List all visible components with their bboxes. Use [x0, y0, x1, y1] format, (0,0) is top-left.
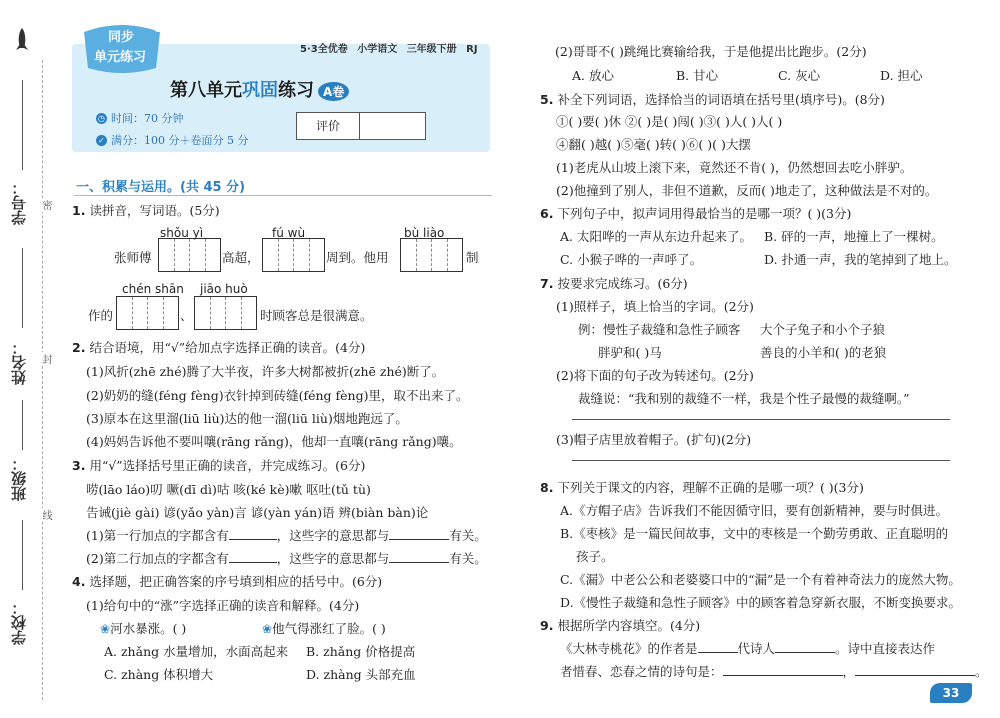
answer-blank[interactable]	[855, 675, 975, 676]
fill-line	[86, 549, 487, 567]
answer-blank[interactable]	[698, 652, 738, 653]
text-fragment: 。诗中直接表达作	[835, 641, 936, 656]
option: C. 小猴子哗的一声呼了。	[560, 252, 703, 267]
question-text: 根据所学内容填空。(4分)	[557, 618, 701, 633]
score-text: 满分：100 分＋卷面分 5 分	[111, 134, 249, 147]
text-fragment: 有关。	[449, 528, 487, 543]
field-line	[22, 248, 23, 328]
option: B. 甘心	[676, 68, 719, 83]
version-badge: A卷	[318, 82, 349, 101]
fill-line	[560, 639, 935, 657]
time-info	[96, 110, 184, 126]
edition: RJ	[466, 44, 478, 55]
question-number: 4.	[72, 574, 86, 589]
seal-mark: 密	[40, 200, 51, 210]
option: C.《漏》中老公公和老婆婆口中的“漏”是一个有着神奇法力的庞然大物。	[560, 572, 961, 587]
fill-item: 善良的小羊和( )的老狼	[760, 345, 887, 360]
rocket-icon	[14, 28, 30, 54]
question-number: 1.	[72, 203, 86, 218]
question-text: 用“√”选择括号里正确的读音，并完成练习。(6分)	[89, 458, 366, 473]
answer-blank[interactable]	[389, 562, 449, 563]
question-6	[540, 204, 851, 222]
section-heading: 一、积累与运用。(共 45 分)	[76, 180, 246, 195]
title-highlight: 巩固	[242, 80, 278, 101]
text-fragment: 作的	[88, 308, 114, 323]
list-item: (1)老虎从山坡上滚下来，竟然还不肯( )，仍然想回去吃小胖驴。	[556, 160, 913, 175]
question-text: 选择题，把正确答案的序号填到相应的括号中。(6分)	[89, 574, 383, 589]
flower-icon: ❀	[100, 622, 111, 636]
time-text: 时间：70 分钟	[111, 112, 184, 125]
section-divider	[74, 195, 492, 196]
school-label: 学校：	[10, 600, 28, 645]
writing-grid[interactable]	[116, 296, 179, 330]
text-fragment: 他气得涨红了脸。( )	[272, 621, 386, 636]
question-8	[540, 478, 864, 496]
question-3	[72, 456, 365, 474]
text-fragment: 高超，	[222, 250, 260, 265]
text-fragment: 河水暴涨。( )	[110, 621, 187, 636]
text-fragment: (1)第一行加点的字都含有	[86, 528, 229, 543]
list-item: (2)奶奶的缝(féng fèng)衣针掉到砖缝(féng fèng)里，取不出来了。	[86, 388, 469, 403]
text-fragment: 。	[975, 664, 988, 679]
list-item: (2)他撞到了别人，非但不道歉，反而( )地走了，这种做法是不对的。	[556, 183, 938, 198]
text-fragment: 张师傅	[114, 250, 152, 265]
question-text: 按要求完成练习。(6分)	[557, 276, 688, 291]
text-fragment: 有关。	[449, 551, 487, 566]
option: A.《方帽子店》告诉我们不能因循守旧，要有创新精神，要与时俱进。	[560, 503, 949, 518]
field-line	[22, 400, 23, 450]
question-number: 7.	[540, 276, 554, 291]
option: D. 扑通一声，我的笔掉到了地上。	[764, 252, 957, 267]
name-label: 姓名：	[10, 340, 28, 385]
answer-blank[interactable]	[723, 675, 843, 676]
question-number: 9.	[540, 618, 554, 633]
text-fragment: (2)第二行加点的字都含有	[86, 551, 229, 566]
sub-question: (2)将下面的句子改为转述句。(2分)	[556, 368, 754, 383]
word-row: ④翻( )越( )⑤毫( )转( )⑥( )( )大摆	[556, 137, 751, 152]
option: A. 放心	[572, 68, 614, 83]
question-text: 结合语境，用“√”给加点字选择正确的读音。(4分)	[89, 340, 366, 355]
text-fragment: 周到。他用	[326, 250, 389, 265]
question-2	[72, 338, 365, 356]
badge-line-1: 同步	[108, 30, 135, 45]
fill-line	[560, 662, 988, 680]
book-info	[300, 40, 484, 55]
check-icon: ✓	[96, 135, 107, 146]
series-name: 5·3全优卷	[300, 44, 348, 55]
grade: 三年级下册	[406, 44, 457, 55]
question-text: 下列句子中，拟声词用得最恰当的是哪一项？( )(3分)	[557, 206, 852, 221]
field-line	[22, 80, 23, 170]
answer-line[interactable]	[572, 419, 950, 420]
option-continued: 孩子。	[576, 549, 614, 564]
writing-grid[interactable]	[262, 238, 325, 272]
cut-line	[42, 60, 43, 700]
evaluation-label: 评价	[297, 113, 360, 139]
question-number: 3.	[72, 458, 86, 473]
answer-blank[interactable]	[389, 539, 449, 540]
title-part: 练习	[278, 80, 314, 101]
list-item: (3)原本在这里溜(liū liù)达的他一溜(liū liù)烟地跑远了。	[86, 411, 408, 426]
student-id-label: 学号：	[10, 180, 28, 225]
text-fragment: 者惜春、恋春之情的诗句是：	[560, 664, 723, 679]
subject: 小学语文	[357, 44, 398, 55]
badge-line-2: 单元练习	[94, 50, 147, 65]
option: D. 担心	[880, 68, 923, 83]
question-text: 补全下列词语，选择恰当的词语填在括号里(填序号)。(8分)	[557, 92, 885, 107]
reading-row: 唠(lāo láo)叨 噘(dī dì)咕 咳(ké kè)嗽 呕吐(tǔ tù)	[86, 482, 371, 497]
flower-icon: ❀	[262, 622, 273, 636]
writing-grid[interactable]	[158, 238, 221, 272]
option: D.《慢性子裁缝和急性子顾客》中的顾客着急穿新衣服，不断变换要求。	[560, 595, 962, 610]
quote-sentence: 裁缝说：“我和别的裁缝不一样，我是个性子最慢的裁缝啊。”	[578, 391, 910, 406]
text-fragment: ，这些字的意思都与	[276, 528, 390, 543]
text-fragment: 时顾客总是很满意。	[260, 308, 373, 323]
list-item: (1)风折(zhē zhé)腾了大半夜，许多大树都被折(zhē zhé)断了。	[86, 364, 445, 379]
seal-mark: 线	[40, 510, 51, 520]
sentence-2	[262, 619, 386, 637]
sentence-1	[100, 619, 186, 637]
pinyin: bù liào	[404, 226, 445, 240]
text-fragment: 、	[180, 308, 193, 323]
pinyin: jiāo huò	[200, 282, 248, 296]
word-row: ①( )要( )休 ②( )是( )闯( )③( )人( )人( )	[556, 114, 783, 129]
pinyin: shǒu yì	[160, 226, 204, 240]
question-text: 读拼音，写词语。(5分)	[89, 203, 220, 218]
list-item: (4)妈妈告诉他不要叫嚷(rāng rǎng)，他却一直嚷(rāng rǎng)嚷。	[86, 434, 462, 449]
fill-line	[86, 526, 487, 544]
answer-line[interactable]	[572, 460, 950, 461]
class-label: 班级：	[10, 456, 28, 501]
sub-question: (1)照样子，填上恰当的字词。(2分)	[556, 299, 754, 314]
score-info	[96, 132, 248, 148]
answer-blank[interactable]	[229, 562, 277, 563]
text-fragment: 制	[466, 250, 479, 265]
sub-question: (3)帽子店里放着帽子。(扩句)(2分)	[556, 432, 752, 447]
reading-row: 告诫(jiè gài) 谚(yǎo yàn)言 谚(yàn yán)语 辨(biàn bàn)论	[86, 505, 429, 520]
field-line	[22, 520, 23, 590]
option: A. 太阳哗的一声从东边升起来了。	[560, 229, 752, 244]
text-fragment: ，这些字的意思都与	[276, 551, 390, 566]
question-7	[540, 274, 688, 292]
question-number: 2.	[72, 340, 86, 355]
question-number: 8.	[540, 480, 554, 495]
option: B. 砰的一声，地撞上了一棵树。	[764, 229, 944, 244]
answer-blank[interactable]	[229, 539, 277, 540]
page-number: 33	[930, 683, 972, 703]
clock-icon: ◷	[96, 113, 107, 124]
pinyin: chén shān	[122, 282, 184, 296]
sub-question: (1)给句中的“涨”字选择正确的读音和解释。(4分)	[86, 598, 360, 613]
writing-grid[interactable]	[400, 238, 463, 272]
writing-grid[interactable]	[194, 296, 257, 330]
question-5	[540, 90, 885, 108]
example: 例：慢性子裁缝和急性子顾客	[578, 322, 741, 337]
text-fragment: 代诗人	[737, 641, 776, 656]
sub-question: (2)哥哥不( )跳绳比赛输给我，于是他提出比跑步。(2分)	[555, 44, 867, 59]
option: B.《枣核》是一篇民间故事，文中的枣核是一个勤劳勇敢、正直聪明的	[560, 526, 949, 541]
question-1	[72, 201, 220, 219]
evaluation-box[interactable]	[296, 112, 426, 140]
fill-item: 胖驴和( )马	[598, 345, 662, 360]
option: D. zhàng 头部充血	[306, 667, 416, 682]
option: C. 灰心	[778, 68, 821, 83]
pinyin: fú wù	[272, 226, 306, 240]
question-number: 5.	[540, 92, 554, 107]
text-fragment: 《大林寺桃花》的作者是	[560, 641, 698, 656]
question-4	[72, 572, 382, 590]
binding-margin	[0, 0, 62, 718]
answer-blank[interactable]	[775, 652, 835, 653]
example: 大个子兔子和小个子狼	[760, 322, 886, 337]
seal-mark: 封	[40, 354, 51, 364]
question-text: 下列关于课文的内容，理解不正确的是哪一项？( )(3分)	[557, 480, 864, 495]
question-9	[540, 616, 700, 634]
text-fragment: ，	[842, 664, 856, 679]
option: A. zhǎng 水量增加，水面高起来	[104, 644, 289, 659]
page-title	[170, 76, 349, 102]
option: C. zhàng 体积增大	[104, 667, 214, 682]
question-number: 6.	[540, 206, 554, 221]
option: B. zhǎng 价格提高	[306, 644, 416, 659]
title-part: 第八单元	[170, 80, 242, 101]
